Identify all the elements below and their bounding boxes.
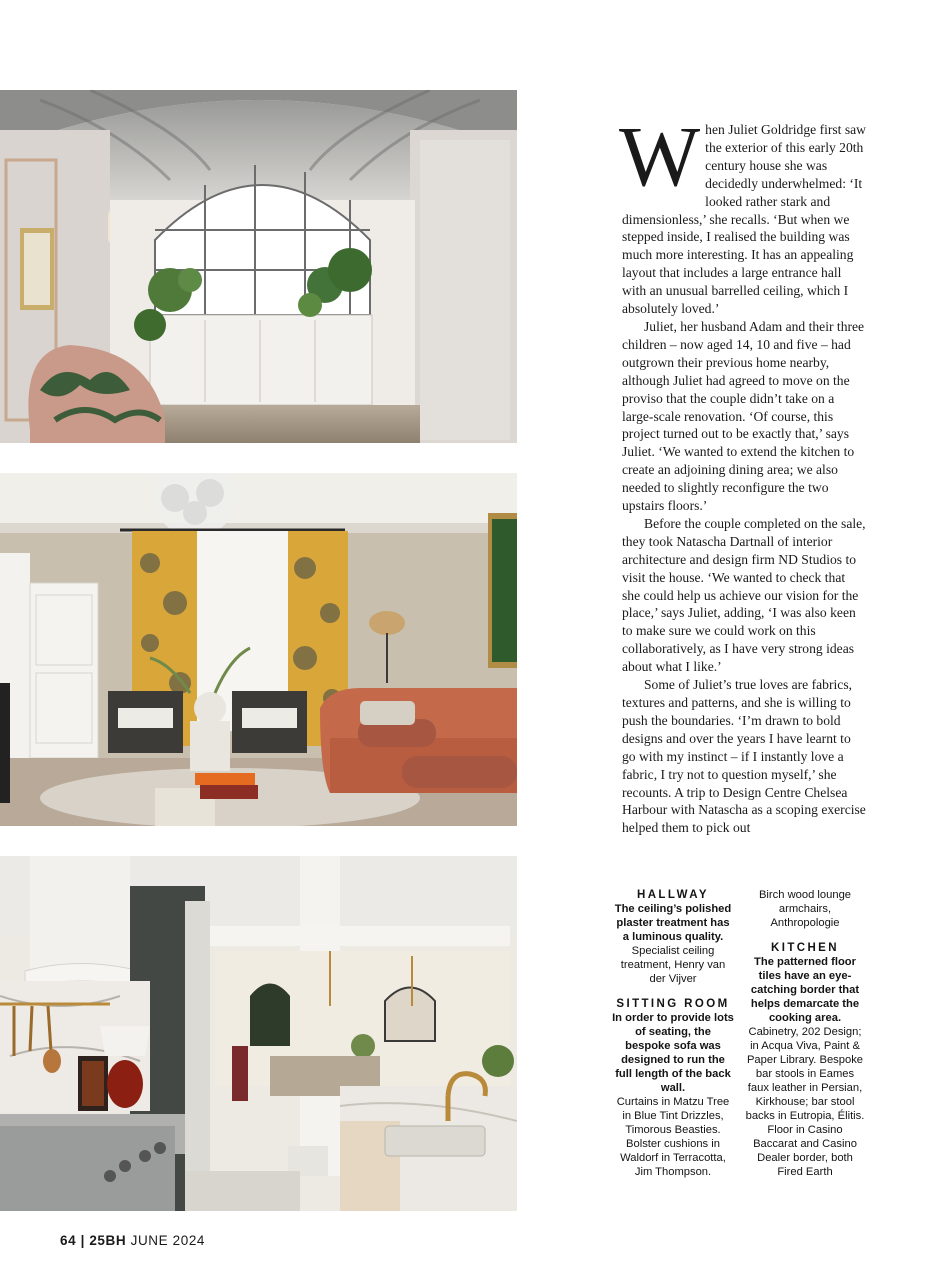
caption-heading-sitting-room: SITTING ROOM xyxy=(616,998,730,1010)
page-number: 64 xyxy=(60,1233,77,1248)
kitchen-photo xyxy=(0,856,517,1211)
caption-lead-sitting-room: In order to provide lots of seating, the bespoke sofa was designed to run the full length of the back wall. xyxy=(612,1012,734,1094)
magazine-name: 25BH xyxy=(89,1233,127,1248)
caption-lead-hallway: The ceiling’s polished plaster treatment has a luminous quality. xyxy=(614,903,732,943)
caption-heading-kitchen: KITCHEN xyxy=(771,942,839,954)
caption-text-kitchen: Cabinetry, 202 Design; in Acqua Viva, Paint & Paper Library. Bespoke bar stools in Eames faux leather in Persian, Kirkhouse; bar stool backs in Eutropia, Élitis. Floor in Casino Baccarat and Casino Dealer border, both Fired Earth xyxy=(745,1026,865,1178)
article-paragraph: Juliet, her husband Adam and their three children – now aged 14, 10 and five – had outgrown their previous home nearby, although Juliet had agreed to move on the proviso that the couple didn’t take on a large-scale renovation. ‘Of course, this project turned out to be exactly that,’ says Juliet. ‘We wanted to extend the kitchen to create an adjoining dining area; we also needed to slightly reconfigure the two upstairs floors.’ xyxy=(622,318,865,514)
caption-text-sitting-room-continued: Birch wood lounge armchairs, Anthropologie xyxy=(758,889,852,929)
caption-heading-hallway: HALLWAY xyxy=(637,889,709,901)
caption-text-sitting-room: Curtains in Matzu Tree in Blue Tint Drizzles, Timorous Beasties. Bolster cushions in Waldorf in Terracotta, Jim Thompson. xyxy=(616,1096,730,1178)
article-paragraph: Some of Juliet’s true loves are fabrics, textures and patterns, and she is willing to push the boundaries. ‘I’m drawn to bold designs and over the years I have learnt to go with my instinct – if I instantly love a fabric, I try not to question myself,’ she recounts. A trip to Design Centre Chelsea Harbour with Natascha as a scoping exercise helped them to pick out xyxy=(622,677,866,836)
issue-date: JUNE 2024 xyxy=(130,1233,206,1248)
caption-lead-kitchen: The patterned floor tiles have an eye-catching border that helps demarcate the cooking area. xyxy=(750,956,860,1024)
article-first-paragraph xyxy=(619,108,867,318)
article-paragraph: Before the couple completed on the sale, they took Natascha Dartnall of interior architecture and design firm ND Studios to visit the house. ‘We wanted to check that she could help us achieve our vision for the place,’ says Juliet, adding, ‘I was also keen to make sure we could work on this collaboratively, as I have very strong ideas about what I like.’ xyxy=(622,515,866,675)
caption-column-right xyxy=(744,888,866,1179)
caption-column-left xyxy=(612,888,734,1179)
page-folio xyxy=(60,1233,205,1248)
hallway-photo xyxy=(0,90,517,443)
caption-text-hallway: Specialist ceiling treatment, Henry van der Vijver xyxy=(620,945,726,985)
first-paragraph-text: hen Juliet Goldridge first saw the exterior of this early 20th century house she was decidedly underwhelmed: ‘It looked rather stark and dimensionless,’ she recalls. ‘But when we stepped inside, I realised the building was much more interesting. It has an appealing layout that includes a large entrance hall with an unusual barrelled ceiling, which I absolutely loved.’ xyxy=(622,122,867,317)
article-body xyxy=(619,108,867,837)
sitting-room-photo xyxy=(0,473,517,826)
drop-cap: W xyxy=(619,108,701,204)
folio-separator: | xyxy=(80,1233,85,1248)
